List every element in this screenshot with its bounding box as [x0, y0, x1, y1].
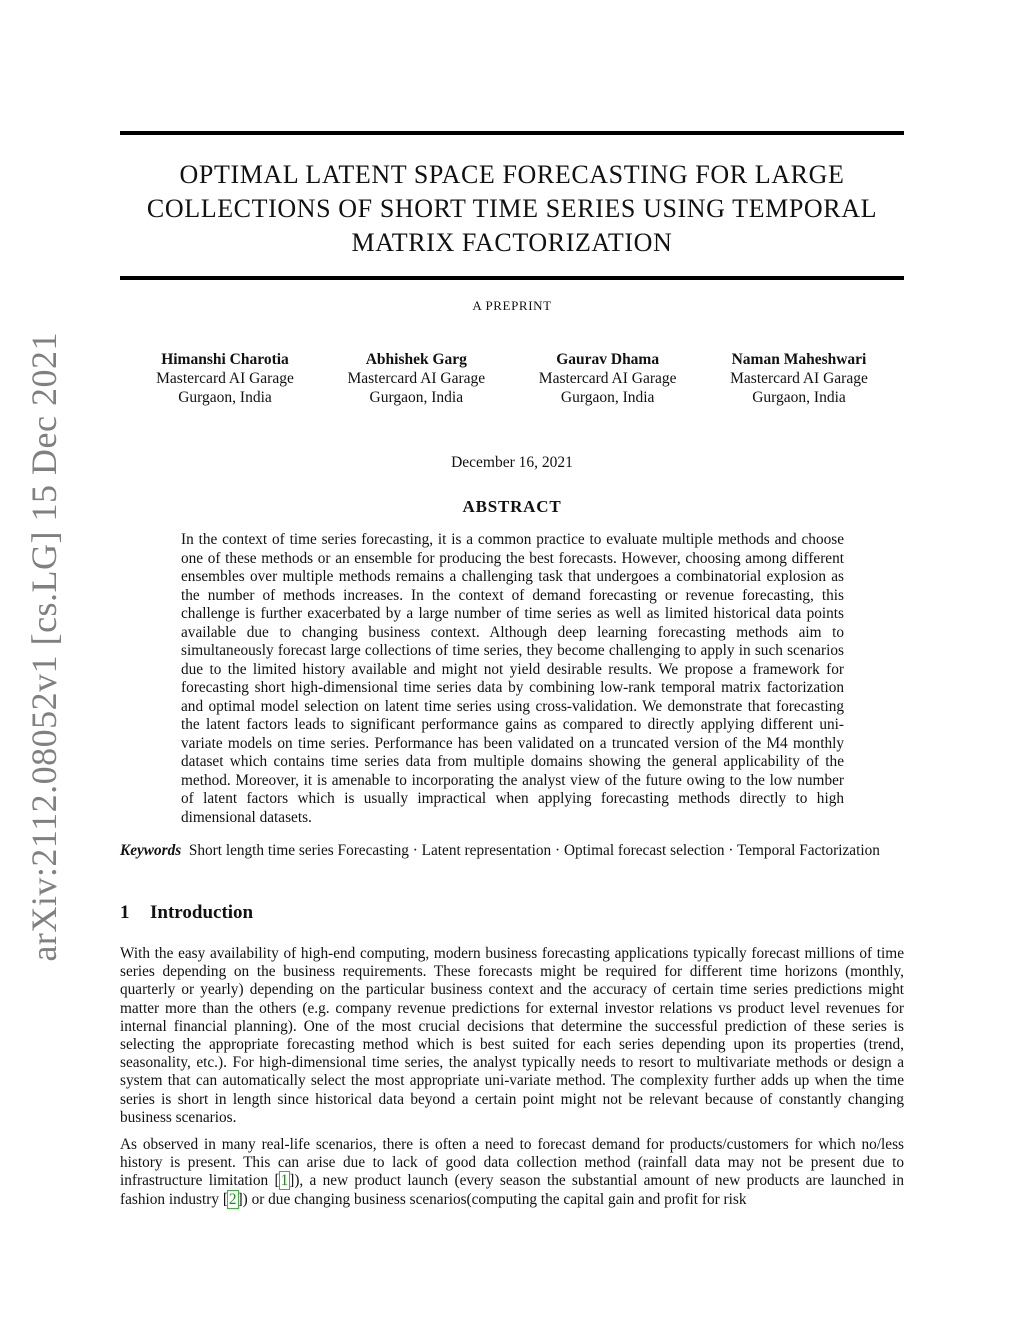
intro-paragraph-2 [120, 1136, 904, 1209]
title-line-1: OPTIMAL LATENT SPACE FORECASTING FOR LARGE [179, 160, 845, 189]
intro-paragraph-2-text: ]) or due changing business scenarios(computing the capital gain and profit for risk [237, 1190, 747, 1208]
author-list [130, 350, 894, 407]
title-line-2: COLLECTIONS OF SHORT TIME SERIES USING TEMPORAL [146, 194, 878, 223]
section-heading [120, 902, 253, 924]
section-title: Introduction [150, 902, 254, 923]
paper-date: December 16, 2021 [451, 454, 573, 471]
abstract-text: In the context of time series forecasting, it is a common practice to evaluate multiple methods and choose one of these methods or an ensemble for producing the best forecasts. However, choosing among different ensembles over multiple methods remains a challenging task that undergoes a combinatorial explosion as the number of methods increases. In the context of demand forecasting or revenue forecasting, this challenge is further exacerbated by a large number of time series as well as limited historical data points available due to changing business context. Although deep learning forecasting methods aim to simultaneously forecast large collections of time series, they become challenging to apply in such scenarios due to the limited history available and might not yield desirable results. We propose a framework for forecasting short high-dimensional time series data by combining low-rank temporal matrix factorization and optimal model selection on latent time series using cross-validation. We demonstrate that forecasting the latent factors leads to significant performance gains as compared to directly applying different uni-variate models on time series. Performance has been validated on a truncated version of the M4 monthly dataset which contains time series data from multiple domains showing the general applicability of the method. Moreover, it is amenable to incorporating the analyst view of the future owing to the low number of latent factors which is usually impractical when applying forecasting methods directly to high dimensional datasets. [181, 531, 844, 826]
author-name: Himanshi Charotia [161, 351, 289, 368]
author-affiliation: Mastercard AI Garage [538, 370, 677, 387]
section-number: 1 [120, 902, 130, 923]
keywords [120, 842, 904, 861]
intro-paragraph-2-text: As observed in many real-life scenarios, there is often a need to forecast demand for products/customers for which no/less history is present. This can arise due to lack of good data collection method (rainfall data may not be present due to infrastructure limitation [ [120, 1136, 904, 1190]
author-affiliation: Mastercard AI Garage [347, 370, 486, 387]
author-block [321, 350, 511, 407]
author-name: Gaurav Dhama [556, 351, 660, 368]
paper-title [120, 158, 904, 260]
title-top-rule [120, 131, 904, 135]
citation-link[interactable]: 1 [280, 1172, 289, 1190]
author-location: Gurgaon, India [369, 389, 464, 406]
author-affiliation: Mastercard AI Garage [156, 370, 294, 387]
author-location: Gurgaon, India [752, 389, 846, 406]
preprint-label: A PREPRINT [472, 298, 552, 313]
author-block [130, 350, 320, 407]
keywords-list: Short length time series Forecasting · Latent representation · Optimal forecast selection · Temporal Factorization [188, 842, 880, 859]
author-location: Gurgaon, India [560, 389, 655, 406]
author-block [513, 350, 703, 407]
author-location: Gurgaon, India [178, 389, 272, 406]
author-affiliation: Mastercard AI Garage [730, 370, 868, 387]
citation-link[interactable]: 2 [228, 1190, 237, 1208]
title-bottom-rule [120, 276, 904, 280]
author-name: Naman Maheshwari [731, 351, 867, 368]
intro-paragraph-2-text: ]), a new product launch (every season the substantial amount of new products are launched in fashion industry [ [120, 1172, 904, 1208]
title-line-3: MATRIX FACTORIZATION [351, 228, 673, 257]
abstract-heading: ABSTRACT [462, 497, 562, 516]
arxiv-stamp-text: arXiv:2112.08052v1 [cs.LG] 15 Dec 2021 [24, 332, 64, 962]
keywords-label: Keywords [120, 842, 182, 859]
intro-paragraph-1: With the easy availability of high-end computing, modern business forecasting applications typically forecast millions of time series depending on the business requirements. These forecasts might be required for different time horizons (monthly, quarterly or yearly) depending on the particular business context and the accuracy of certain time series predictions might matter more than the others (e.g. company revenue predictions for external investor relations vs product level revenues for internal financial planning). One of the most crucial decisions that determine the successful prediction of these series is selecting the appropriate forecasting method which is best suited for each series depending upon its properties (trend, seasonality, etc.). For high-dimensional time series, the analyst typically needs to resort to multivariate methods or design a system that can automatically select the most appropriate uni-variate method. The complexity further adds up when the time series is short in length since historical data beyond a certain point might not be relevant because of constantly changing business scenarios. [120, 945, 904, 1126]
arxiv-stamp [22, 332, 66, 962]
author-name: Abhishek Garg [365, 351, 467, 368]
author-block [704, 350, 894, 407]
